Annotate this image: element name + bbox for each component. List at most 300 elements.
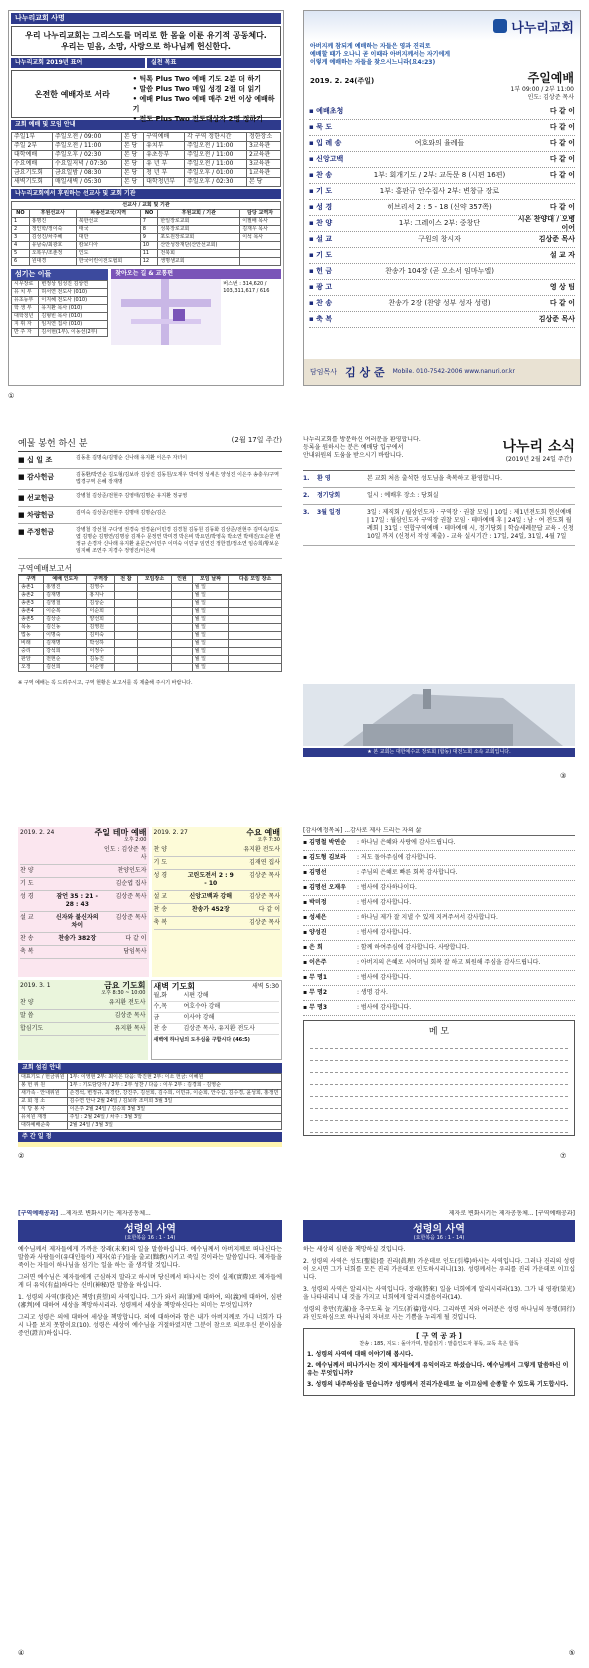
staff-cell: 유지환 목사 (010): [39, 305, 108, 313]
service-date: 2019. 2. 24: [20, 829, 55, 836]
service-content: [188, 859, 235, 867]
order-item: ▪ 찬 송: [309, 171, 333, 179]
dawn-content: 이사야 강해: [183, 1014, 215, 1021]
worship-cell: 주일오전 / 11:00: [185, 142, 247, 151]
cell-cell: [172, 632, 193, 640]
serve-row: [19, 1074, 282, 1082]
worship-cell: 본 당: [121, 160, 143, 169]
worship-cell: 2교육관: [246, 151, 280, 160]
worship-cell: 주일오전 / 11:00: [185, 151, 247, 160]
worship-cell: 본 당: [121, 151, 143, 160]
thanks-name: ▪ 은 희: [303, 944, 323, 951]
service-leader: 인도: 김상준 목사: [527, 94, 574, 101]
serve-cell: 교 회 청 소: [19, 1098, 68, 1106]
pastor-contact: Mobile. 010-7542-2006 www.nanuri.or.kr: [392, 368, 515, 375]
news-list: [303, 470, 575, 546]
lesson-ref: (요한복음 16 : 1 - 14): [18, 1235, 282, 1242]
cell-cell: 월 일: [192, 624, 229, 632]
ms-cell: 정인학/정이숙: [29, 226, 76, 234]
news-item: [303, 488, 575, 505]
cell-cell: [172, 648, 193, 656]
staff-cell: 김서현(1부), 이동선(2부): [39, 329, 108, 337]
service-person: 김재연 집사: [249, 859, 280, 866]
service-row: [20, 865, 147, 878]
cell-cell: 강석희: [44, 648, 87, 656]
welcome-line: 나누리교회를 방문하신 여러분을 환영합니다.: [303, 436, 421, 443]
page-6: [303, 827, 575, 1147]
serve-cell: 유치원 재정: [19, 1114, 68, 1122]
thanks-title: [감사예정목록] ...감사로 제사 드리는 자의 삶: [303, 827, 575, 836]
cell-cell: [114, 632, 137, 640]
dawn-content: 김상준 목사, 유지환 전도사: [183, 1025, 255, 1032]
staff-cell: 대학청년: [12, 313, 39, 321]
worship-cell: 대학예배: [12, 151, 53, 160]
order-row: [309, 104, 575, 120]
cell-row: [19, 648, 282, 656]
ms-cell: 오복우/조춘정: [29, 250, 76, 258]
serve-cell: 이은주 2월 24일 / 김승희 3월 3일: [67, 1106, 281, 1114]
cell-header: 전 참: [114, 576, 137, 584]
thanks-row: [303, 881, 575, 896]
news-body: 3일 : 제직회 / 월삼인도자 · 구역장 · 권찰 모임 | 10일 : 제1년전도회 헌신예배 | 17일 : 월삼인도자 구역장 권찰 모임 · 테마예배 후 | 24일 : 남 · 여 전도회 월례회 | 31일 : 연합구역예배 · 테마예배 시, 정기당회 | 학습세례문답 교육 - 신청 10일 까지 (신청서 작성 제출) - 교육 실시기간 : 17일, 24일, 31일, 4월 7일: [367, 509, 574, 540]
thanks-text: : 주님의 은혜로 빠른 회복 감사합니다.: [357, 869, 458, 876]
service-part: 성 경: [153, 872, 167, 879]
thanks-text: : 범사에 감사합니다.: [357, 1004, 412, 1011]
lesson-paragraph: 그러면 예수님은 제자들에게 근심하지 말라고 하시며 당신께서 떠나시는 것이 실제(實際)로 제자들에게 더 유익(有益)하다는 신비(神秘)한 말씀을 하십니다.: [18, 1274, 282, 1289]
service-part: 찬 양: [20, 999, 34, 1006]
cell-cell: [229, 624, 282, 632]
service-time: 오후 8:30 ~ 10:00: [101, 990, 146, 996]
offering-row: [18, 469, 282, 490]
ms-cell: [240, 242, 281, 250]
church-logo: 나누리교회: [511, 20, 574, 36]
dawn-content: 여호수아 강해: [183, 1003, 221, 1010]
ms-cell: 12: [140, 258, 158, 266]
staff-cell: 김형빈 목사 (010): [39, 313, 108, 321]
staff-section: [11, 269, 108, 345]
cell-row: [19, 640, 282, 648]
order-item: ▪ 기 도: [309, 187, 333, 195]
service-part: 기 도: [20, 880, 34, 887]
service-person: 김순엽 집사: [115, 880, 147, 887]
worship-cell: 유 년 부: [144, 160, 185, 169]
page-num-right: ⑤: [568, 1649, 575, 1657]
memo-line: [310, 1049, 568, 1061]
order-item: ▪ 축 복: [309, 315, 333, 323]
cell-cell: [172, 616, 193, 624]
cell-cell: [137, 608, 171, 616]
practice-item: • 예배 Plus Two 예배 매주 2번 이상 예배하기: [132, 95, 275, 113]
thanks-name: ▪ 김도형 김보라: [303, 854, 347, 861]
welcome-text: [303, 436, 421, 464]
cell-cell: 월 일: [192, 600, 229, 608]
service-person: 다 같 이: [125, 935, 147, 942]
service-time: 1부 09:00 / 2부 11:00: [510, 86, 574, 93]
service-part: 합심기도: [20, 1025, 44, 1032]
ms-cell: 4: [12, 242, 30, 250]
cell-cell: 송촌2: [19, 592, 44, 600]
ms-row: [12, 226, 281, 234]
order-content: 히브리서 2 : 5 - 18 (신약 357쪽): [387, 203, 492, 211]
slogan: 온전한 예배자로 서라: [34, 89, 110, 99]
cell-note: ※ 구역 예배는 꼭 드려주시고, 구역 현황은 보고서를 꼭 제출해 주시기 바랍니다.: [18, 680, 193, 686]
sunday-theme-box: [18, 827, 149, 977]
order-item: ▪ 헌 금: [309, 267, 333, 275]
friday-box: [18, 980, 148, 1060]
service-head: [154, 829, 281, 837]
page-1: [8, 10, 284, 386]
cell-cell: 이순희: [87, 608, 114, 616]
ms-cell: 6: [12, 258, 30, 266]
page-mark: ⑦: [560, 1152, 567, 1160]
ms-cell: 캄보디아: [76, 242, 140, 250]
cell-cell: [137, 664, 171, 672]
news-label: 정기당회: [317, 492, 341, 499]
ms-cell: 대만: [76, 234, 140, 242]
service-date: 2019. 2. 24(주일): [310, 77, 375, 85]
cell-cell: 이순복: [44, 608, 87, 616]
cell-cell: 전현순: [44, 656, 87, 664]
dawn-row: [154, 1002, 280, 1013]
order-item: ▪ 찬 양: [309, 219, 333, 227]
pastor-footer: [304, 359, 580, 385]
cell-cell: [172, 592, 193, 600]
ms-header: NO: [140, 210, 158, 218]
lesson-paragraph: 하는 세상의 심판을 책망하실 것입니다.: [303, 1246, 406, 1253]
cell-header: 구역: [19, 576, 44, 584]
order-row: [309, 168, 575, 184]
worship-row: [12, 169, 281, 178]
lesson-question: 3. 성령의 내주하심을 믿습니까? 성령께서 진리가운데로 늘 이끄심에 순종할 수 있도록 기도합시다.: [307, 1381, 569, 1388]
practice-item: • 틱톡 Plus Two 예배 기도 2분 더 하기: [132, 75, 262, 83]
goal-box: [11, 70, 281, 123]
lesson-paragraph: 그리고 성령은 의에 대하여 세상을 책망합니다. 의에 대하여라 함은 내가 아버지께로 가니 너희가 다시 나를 보지 못함이요(10). 성령은 세상이 예수님을 거절하였지만 그분이 참으로 의로우신 분이심을 증언(證言)하십니다.: [18, 1314, 282, 1337]
ms-row: [12, 218, 281, 226]
cell-cell: 김영철: [44, 600, 87, 608]
cell-cell: [172, 640, 193, 648]
serve-row: [19, 1082, 282, 1090]
ms-cell: 전북회: [158, 250, 240, 258]
memo-line: [310, 1109, 568, 1121]
wednesday-box: [152, 827, 283, 977]
worship-cell: 금요일밤 / 08:30: [52, 169, 121, 178]
cell-cell: [229, 592, 282, 600]
worship-cell: 수요일저녁 / 07:30: [52, 160, 121, 169]
cell-header: 모임장소: [137, 576, 171, 584]
page-7-right: [303, 1210, 575, 1658]
order-person: 설 교 자: [549, 251, 575, 259]
service-person: 김상준 목사: [115, 893, 147, 900]
dawn-note: 새벽에 하나님의 도우심을 구합시다 (46:5): [153, 1037, 250, 1043]
cell-cell: 김재명: [44, 640, 87, 648]
mission-support-title: 나누리교회에서 후원하는 선교사 및 교회 기관: [11, 189, 281, 199]
ms-cell: 7: [140, 218, 158, 226]
news-label: 환 영: [317, 475, 331, 482]
worship-cell: 본 당: [121, 178, 143, 187]
ms-cell: 김재우 목사: [240, 226, 281, 234]
offering-list: [18, 452, 282, 559]
weekly-schedule-box: [18, 1142, 282, 1147]
thanks-list: [303, 836, 575, 1016]
service-time: 오후 2:00: [124, 837, 147, 843]
ms-cell: 한국어린이전도협회: [76, 258, 140, 266]
cell-cell: [137, 648, 171, 656]
dawn-day: 월,화: [153, 992, 167, 999]
service-title: 수요 예배: [246, 828, 280, 837]
dawn-day: 수,목: [153, 1003, 167, 1010]
cell-header: 예배 인도자: [44, 576, 87, 584]
staff-cell: 시무장로: [12, 281, 39, 289]
order-person: 다 같 이: [549, 139, 575, 147]
ms-cell: 1: [12, 218, 30, 226]
order-content: 1부: 홍판규 안수집사 2부: 변창규 장로: [379, 187, 500, 195]
lesson-ref-right: (요한복음 16 : 1 - 14): [303, 1235, 575, 1242]
ms-cell: 산안성장재단(산안선교회): [158, 242, 240, 250]
worship-cell: 주일오전 / 11:00: [52, 142, 121, 151]
order-content: 1부: 회개기도 / 2부: 교독문 8 (시편 16편): [373, 171, 506, 179]
thanks-text: : 범사에 감사하나이다.: [357, 884, 417, 891]
thanks-name: ▪ 무 명3: [303, 1004, 328, 1011]
ms-row: [12, 250, 281, 258]
serve-cell: 2월 24일 / 3월 3일: [67, 1122, 281, 1130]
staff-cell: 학 생 부: [12, 305, 39, 313]
dawn-time: 새벽 5:30: [252, 983, 279, 990]
page-5: [18, 827, 282, 1147]
cell-cell: 오정: [19, 664, 44, 672]
dawn-row: [154, 1013, 280, 1024]
memo-line: [310, 1073, 568, 1085]
order-row: [309, 232, 575, 248]
worship-cell: 본 당: [121, 169, 143, 178]
dawn-content: 시편 강해: [183, 992, 209, 999]
cell-row: [19, 632, 282, 640]
thanks-name: ▪ 박미정: [303, 899, 327, 906]
offering-week: (2월 17일 주간): [231, 436, 282, 444]
worship-row: [12, 160, 281, 169]
order-person: 다 같 이: [549, 203, 575, 211]
thanks-text: : 저도 돌아주심에 감사합니다.: [357, 854, 437, 861]
service-content: 고린도전서 2 : 9 - 10: [187, 872, 234, 887]
staff-cell: 유 치 부: [12, 289, 39, 297]
cell-cell: [114, 616, 137, 624]
cell-cell: [114, 592, 137, 600]
ms-cell: 11: [140, 250, 158, 258]
order-person: 다 같 이: [549, 171, 575, 179]
cell-row: [19, 592, 282, 600]
mission-title: 나누리교회 사명: [11, 13, 281, 24]
lesson-questions: [303, 1328, 575, 1396]
service-part: 찬 송: [153, 906, 167, 913]
service-title: 금요 기도회: [104, 981, 146, 990]
worship-cell: 주일1부: [12, 133, 53, 142]
order-person: 다 같 이: [549, 155, 575, 163]
service-part: 성 경: [20, 893, 34, 900]
news-label: 3월 일정: [317, 509, 341, 516]
bus-info: 버스번 : 314,620 / 103,311,617 / 616: [223, 281, 270, 294]
serve-cell: 대표기도 / 헌금위원: [19, 1074, 68, 1082]
lesson-paragraph: 3. 성령의 사역은 알리시는 사역입니다. 장래(將來) 일을 너희에게 알리시리라(13). 그가 내 영광(榮光)을 나타내리니 내 것을 가지고 너희에게 알리시겠음이라(14).: [303, 1286, 575, 1301]
service-title: 주일예배: [527, 71, 574, 85]
service-part: 기 도: [153, 859, 167, 866]
service-person: 인도 : 김상준 목사: [103, 846, 147, 861]
offering-row: [18, 507, 282, 524]
service-row: [20, 891, 147, 912]
cell-title: 구역예배보고서: [18, 563, 282, 575]
service-row: [20, 933, 147, 946]
lesson-paragraph: 예수님께서 제자들에게 가까운 장래(未來)의 일을 말씀하십니다. 예수님께서 아버지께로 떠나신다는 말씀과 사람들이(유대인들이) 제자(弟子)들을 출교(黜敎)시키고 죽일 것이라는 말씀입니다. 제자들을 죽이는 자들이 하나님을 섬기는 일을 하는 줄 생각할 것입니다.: [18, 1246, 282, 1269]
ms-cell: 유남숙/최광호: [29, 242, 76, 250]
thanks-row: [303, 941, 575, 956]
staff-row: [12, 329, 108, 337]
cell-cell: [114, 600, 137, 608]
staff-cell: 이지혜 전도사 (010): [39, 297, 108, 305]
service-row: [20, 878, 147, 891]
cell-row: [19, 624, 282, 632]
cell-header: 모임 날짜: [192, 576, 229, 584]
cell-cell: 월 일: [192, 584, 229, 592]
service-person: 찬양인도자: [117, 867, 147, 874]
service-part: 설 교: [153, 893, 167, 900]
cell-cell: 김신동: [44, 624, 87, 632]
thanks-row: [303, 986, 575, 1001]
service-part: 축 복: [20, 948, 34, 955]
thanks-row: [303, 896, 575, 911]
service-row: [20, 946, 147, 959]
service-row: [154, 844, 281, 857]
goal-title: 나누리교회 2019년 표어: [11, 58, 145, 68]
thanks-name: ▪ 무 명1: [303, 974, 328, 981]
cell-cell: 김상순: [87, 600, 114, 608]
offering-names: 강병철 강선철 구다영 권경숙 권경윤/이민경 김경철 김동원 김동화 김상준/전현주 김미숙/김도엽 김명순 김명연/김명삼 김재수 문정연 박미경 박은비 박요민/박영욱 박소연 박태진/오순한 변정규 손경자 신나래 유지환 윤문근/이민주 이미숙 이민규 임연진 정한결/정소연 임승희/황보운 임지혜 조연주 지경수 정영진/이은채: [76, 527, 281, 554]
dawn-title: 새벽 기도회: [153, 982, 195, 991]
ms-row: [12, 242, 281, 250]
service-times: [304, 86, 580, 102]
cell-cell: 김상준: [44, 616, 87, 624]
order-item: ▪ 신앙고백: [309, 155, 344, 163]
order-person: 김상준 목사: [538, 315, 575, 323]
cell-cell: [137, 632, 171, 640]
ms-header: 후원선교사: [29, 210, 76, 218]
ms-cell: [240, 250, 281, 258]
worship-cell: 금요기도회: [12, 169, 53, 178]
service-content: 잠언 35 : 21 - 28 : 43: [56, 893, 99, 908]
serve-row: [19, 1122, 282, 1130]
cell-cell: [137, 584, 171, 592]
cell-header: 다음 모임 장소: [229, 576, 282, 584]
page-mark: ③: [560, 772, 567, 780]
order-row: [309, 136, 575, 152]
ms-cell: 3: [12, 234, 30, 242]
cell-cell: [114, 584, 137, 592]
cell-cell: [229, 632, 282, 640]
worship-cell: 수요예배: [12, 160, 53, 169]
serve-row: [19, 1106, 282, 1114]
church-building-photo: [303, 684, 575, 746]
order-person: 김상준 목사: [538, 235, 575, 243]
worship-cell: 본 당: [246, 178, 280, 187]
service-title: 주일 테마 예배: [94, 828, 147, 837]
ms-row: [12, 234, 281, 242]
service-content: [54, 880, 101, 888]
worship-row: [12, 142, 281, 151]
order-row: [309, 312, 575, 328]
cell-row: [19, 664, 282, 672]
worship-row: [12, 151, 281, 160]
serve-cell: 손경석, 변정규, 최경란, 강진주, 김선희, 김수희, 이민규, 이순희, 안수갑, 김수경, 윤성희, 홍정민: [67, 1090, 281, 1098]
cell-row: [19, 600, 282, 608]
dawn-row: [154, 1024, 280, 1035]
thanks-text: : 하나님 제가 잘 지낼 수 있게 지켜주셔서 감사합니다.: [357, 914, 498, 921]
cell-cell: [137, 600, 171, 608]
ms-header: 후원교회 / 기관: [158, 210, 240, 218]
cell-cell: 김미숙: [87, 632, 114, 640]
dawn-box: [151, 980, 283, 1060]
service-content: 신앙고백과 강해: [189, 893, 233, 900]
service-person: 김상준 목사: [115, 914, 147, 921]
service-part: 찬 송: [20, 935, 34, 942]
ms-cell: 북한선교: [76, 218, 140, 226]
order-content: 구원의 창시자: [418, 235, 461, 243]
serve-table: [18, 1073, 282, 1130]
service-content: [54, 999, 100, 1007]
cell-cell: [172, 584, 193, 592]
worship-cell: 주일오후 / 02:30: [185, 178, 247, 187]
cell-cell: 월 일: [192, 592, 229, 600]
memo-line: [310, 1037, 568, 1049]
ms-cell: 5: [12, 250, 30, 258]
worship-cell: 청 년 부: [144, 169, 185, 178]
service-date: 2019. 2. 27: [153, 829, 188, 836]
worship-cell: 정한장소: [246, 133, 280, 142]
cell-cell: 중리: [19, 648, 44, 656]
cell-cell: [229, 640, 282, 648]
service-part: 축 복: [153, 919, 167, 926]
ms-cell: 포도원장로교회: [158, 234, 240, 242]
service-person: 김상준 목사: [249, 893, 280, 900]
lesson-tag: [18, 1210, 282, 1218]
page-7-left: [18, 1210, 282, 1658]
ms-cell: 인도: [76, 250, 140, 258]
cell-cell: [229, 664, 282, 672]
order-content: 찬송가 104장 (곧 오소서 임마누엘): [385, 267, 494, 275]
worship-cell: 주일 2부: [12, 142, 53, 151]
order-item: ▪ 성 경: [309, 203, 333, 211]
order-item: ▪ 묵 도: [309, 123, 333, 131]
cell-cell: [172, 664, 193, 672]
dawn-head: [154, 983, 280, 991]
service-person: 다 같 이: [258, 906, 280, 913]
offering-type: ■ 차량헌금: [18, 511, 55, 519]
service-content: [54, 1012, 100, 1020]
cell-cell: 김동진: [87, 656, 114, 664]
cell-cell: [172, 600, 193, 608]
map-image: [111, 279, 221, 345]
worship-cell: 3교육관: [246, 142, 280, 151]
news-title: 나누리 소식: [502, 439, 575, 455]
staff-cell: 반 주 자: [12, 329, 39, 337]
offering-names: 김동환/박연순 김도형/김보라 김상진 김동원/오재우 박미정 성세은 양성진 이은주 송충우/구역 법경구역 은혜 장재명: [76, 472, 279, 485]
service-part: 찬 양: [20, 867, 34, 874]
page-3: [18, 436, 282, 766]
cell-row: [19, 584, 282, 592]
service-row: [154, 917, 281, 930]
cell-cell: 홍지나: [87, 592, 114, 600]
serve-cell: 1부 : 기도담당자 / 2부 : 2부 성찬 / 다음 : 이우 2부 : 김경희 · 김영순: [67, 1082, 281, 1090]
cell-cell: 김선희: [44, 664, 87, 672]
worship-cell: 유초등부: [144, 151, 185, 160]
thanks-text: : 생명 감사.: [357, 989, 388, 996]
service-time: 오후 7:30: [257, 837, 280, 843]
